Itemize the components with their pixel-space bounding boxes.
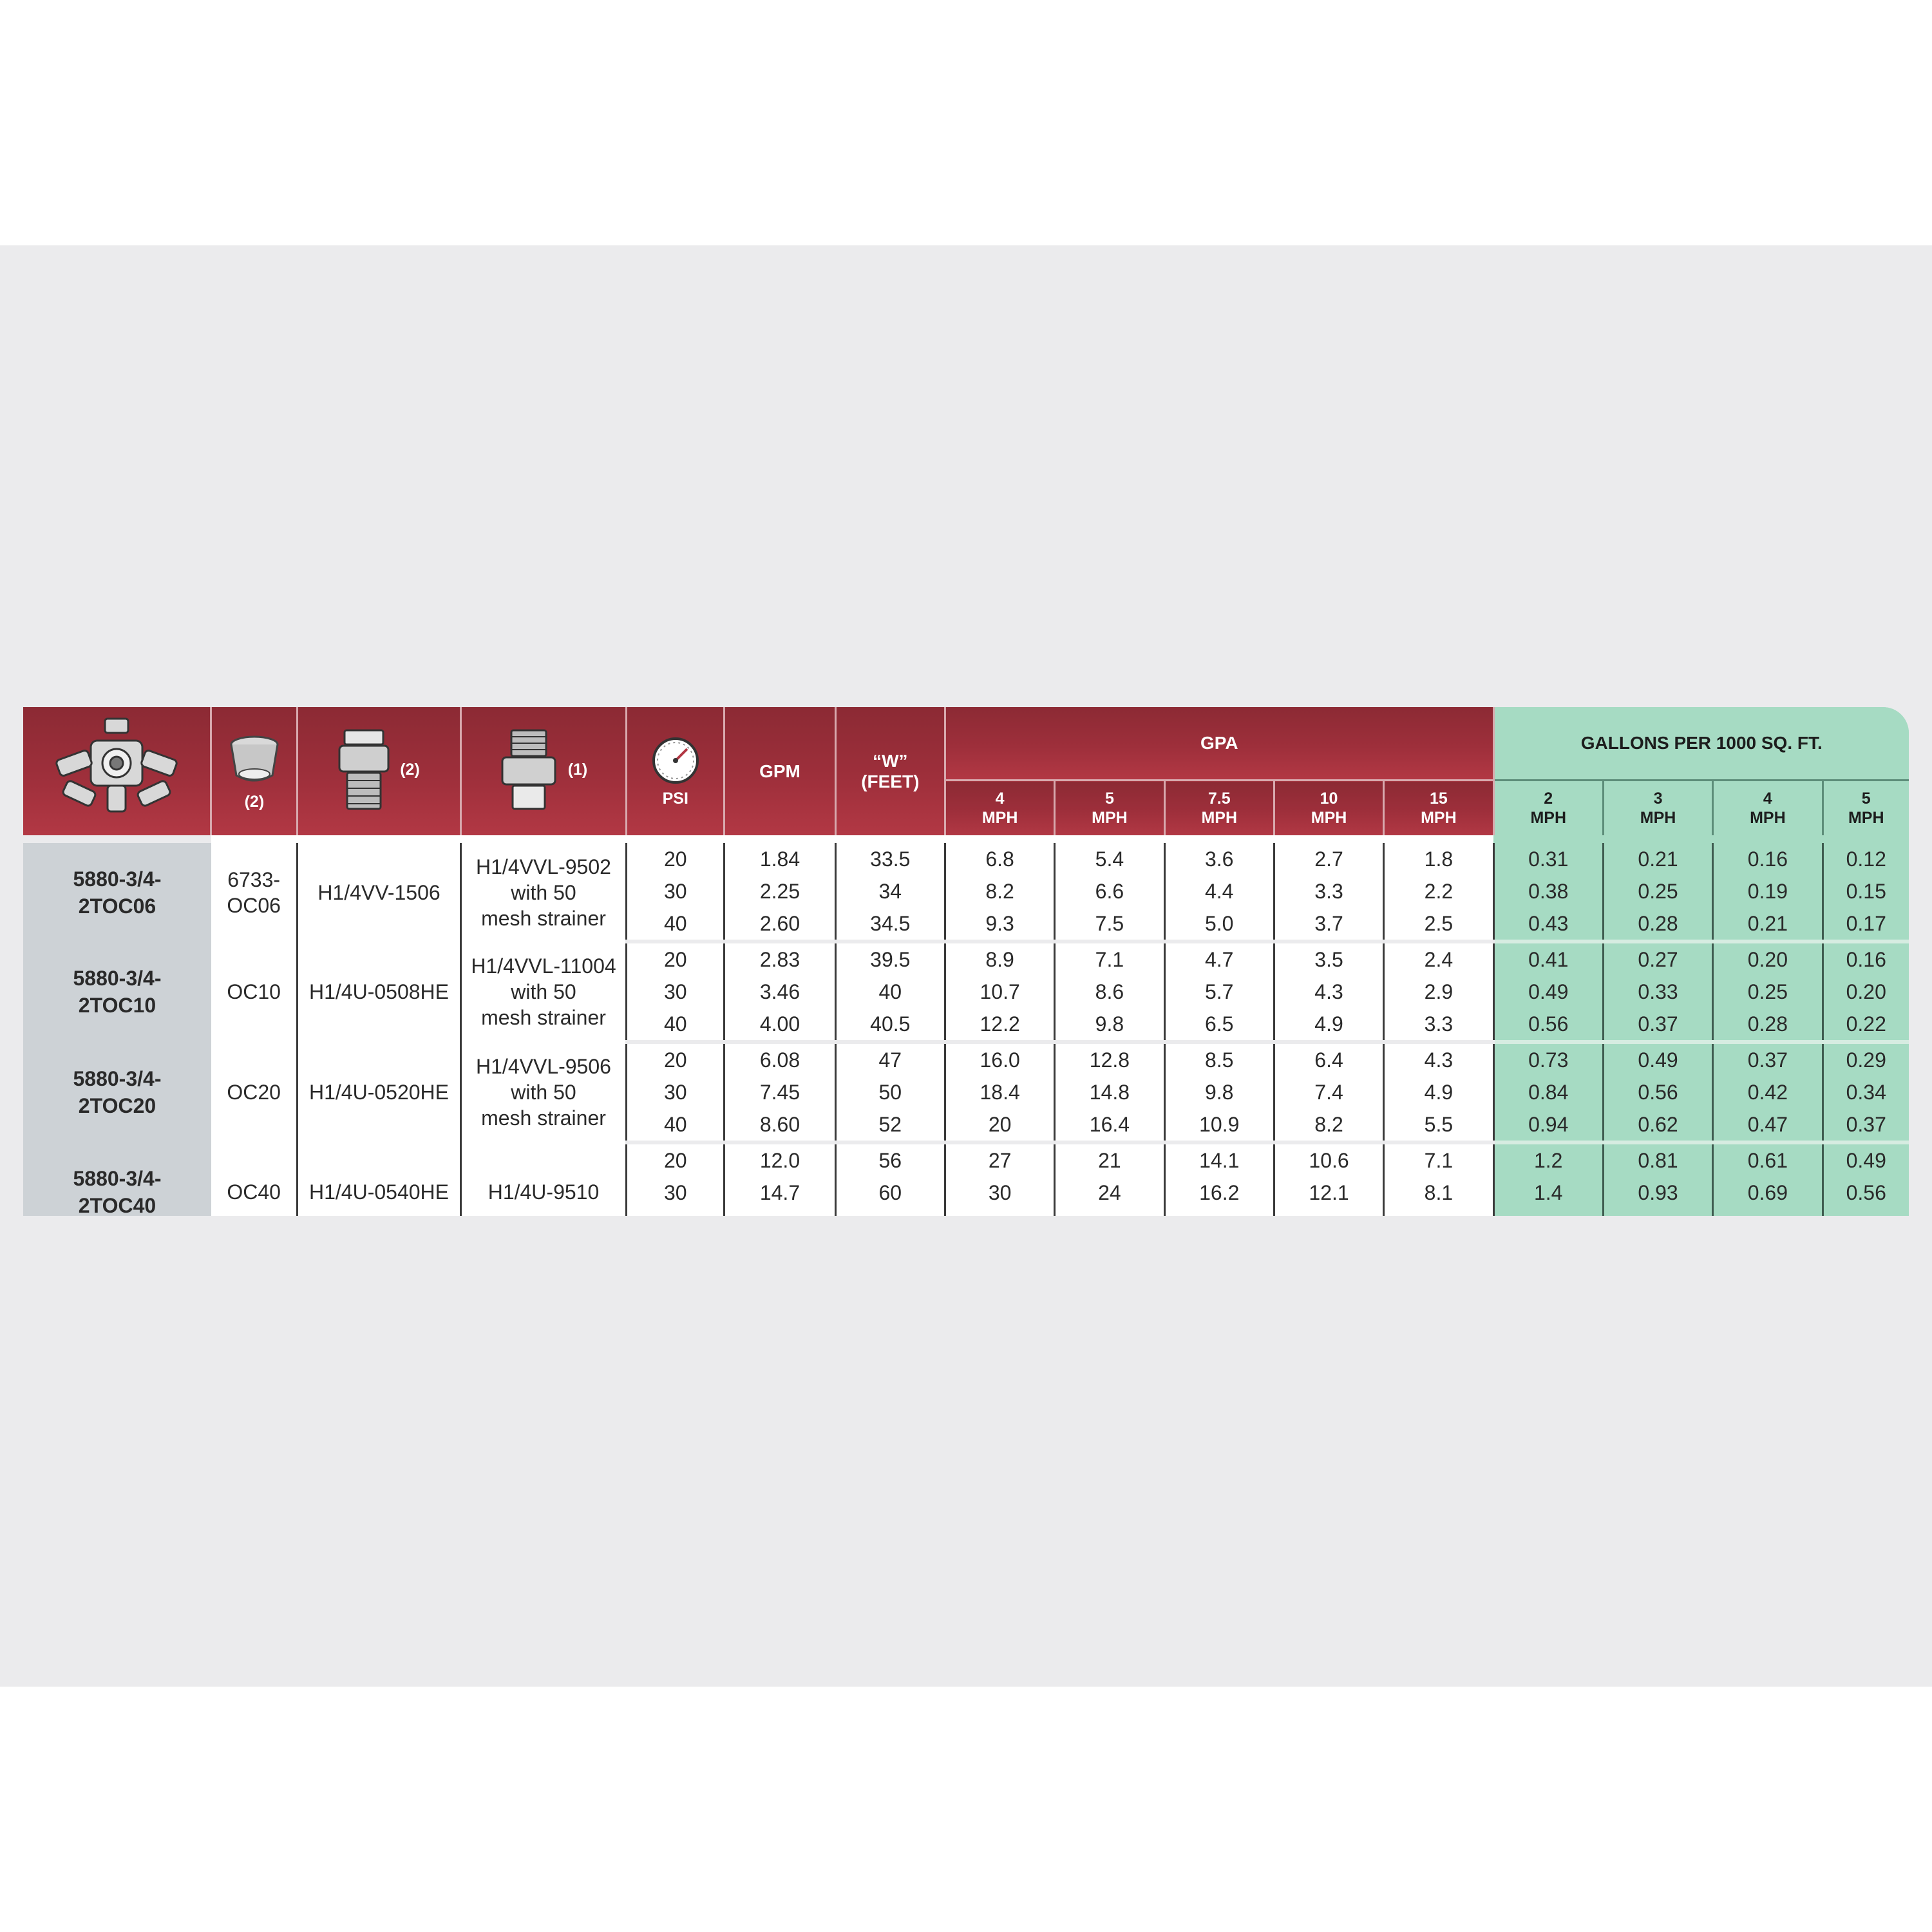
gpm-value: 1.84	[724, 843, 835, 875]
gpa-group-header: GPA	[945, 707, 1493, 781]
model-cell: 5880-3/4- 2TOC06	[23, 843, 211, 942]
gpa-value: 8.9	[945, 942, 1054, 976]
gpa-value: 5.5	[1384, 1108, 1493, 1142]
psi-value: 30	[627, 1177, 724, 1209]
gal-col-4mph: 4 MPH	[1713, 781, 1823, 836]
psi-value: 40	[627, 907, 724, 942]
width-value: 33.5	[835, 843, 945, 875]
strainer-cell: H1/4U-9510	[460, 1142, 627, 1216]
gpa-value: 5.0	[1164, 907, 1274, 942]
model-cell: 5880-3/4- 2TOC10	[23, 942, 211, 1042]
gpa-value: 27	[945, 1142, 1054, 1177]
gal-value: 0.49	[1603, 1042, 1712, 1076]
width-value: 40.5	[835, 1008, 945, 1042]
gal-value: 0.49	[1823, 1142, 1909, 1177]
model-cell: 5880-3/4- 2TOC20	[23, 1042, 211, 1142]
gpa-value: 3.3	[1384, 1008, 1493, 1042]
gpa-value: 7.4	[1274, 1076, 1383, 1108]
gpa-value: 8.6	[1055, 976, 1164, 1008]
body-cell: H1/4U-0508HE	[298, 942, 460, 1042]
gal-value: 0.56	[1823, 1177, 1909, 1209]
gpa-value: 6.6	[1055, 875, 1164, 907]
gpa-col-7-5mph: 7.5 MPH	[1164, 781, 1274, 836]
width-label-line2: (FEET)	[861, 771, 920, 791]
gal-value: 0.73	[1493, 1042, 1603, 1076]
gal-value: 0.56	[1603, 1076, 1712, 1108]
gpa-value: 5.7	[1164, 976, 1274, 1008]
gpa-value: 6.5	[1164, 1008, 1274, 1042]
gpm-value: 12.0	[724, 1142, 835, 1177]
gal-value: 0.25	[1603, 875, 1712, 907]
psi-value: 40	[627, 1108, 724, 1142]
table-row	[23, 1142, 1909, 1177]
gallons-group-header: GALLONS PER 1000 SQ. FT.	[1493, 707, 1909, 781]
psi-value: 30	[627, 875, 724, 907]
width-value: 56	[835, 1142, 945, 1177]
gal-value: 0.34	[1823, 1076, 1909, 1108]
table-row	[23, 942, 1909, 976]
tip-cell: OC20	[211, 1042, 298, 1142]
gpa-value: 12.1	[1274, 1177, 1383, 1209]
gpa-value: 8.5	[1164, 1042, 1274, 1076]
gpa-value: 2.9	[1384, 976, 1493, 1008]
gal-value: 0.33	[1603, 976, 1712, 1008]
gal-value: 0.84	[1493, 1076, 1603, 1108]
gal-value: 0.69	[1713, 1177, 1823, 1209]
strainer-header	[460, 707, 627, 835]
gpm-value: 14.7	[724, 1177, 835, 1209]
width-value: 60	[835, 1177, 945, 1209]
gal-value: 0.31	[1493, 843, 1603, 875]
psi-value: 30	[627, 1076, 724, 1108]
gal-value: 0.56	[1493, 1008, 1603, 1042]
gal-value: 1.2	[1493, 1142, 1603, 1177]
gpa-value: 20	[945, 1108, 1054, 1142]
gal-value: 0.61	[1713, 1142, 1823, 1177]
gal-value: 0.12	[1823, 843, 1909, 875]
gpa-value: 9.8	[1164, 1076, 1274, 1108]
gpa-value: 12.2	[945, 1008, 1054, 1042]
strainer-fitting-icon	[500, 728, 558, 811]
gpa-value: 7.1	[1384, 1142, 1493, 1177]
gpm-value: 7.45	[724, 1076, 835, 1108]
width-value: 34	[835, 875, 945, 907]
gal-value: 0.16	[1713, 843, 1823, 875]
gal-value: 0.22	[1823, 1008, 1909, 1042]
gpm-value: 3.46	[724, 976, 835, 1008]
gpm-value: 2.60	[724, 907, 835, 942]
gpa-value: 5.4	[1055, 843, 1164, 875]
body-qty: (2)	[400, 760, 420, 779]
gal-value: 0.43	[1493, 907, 1603, 942]
gpa-value: 4.9	[1274, 1008, 1383, 1042]
gpa-value: 8.2	[1274, 1108, 1383, 1142]
manifold-icon-header	[23, 707, 211, 835]
gpa-value: 18.4	[945, 1076, 1054, 1108]
gal-value: 0.94	[1493, 1108, 1603, 1142]
psi-value: 20	[627, 942, 724, 976]
body-cell: H1/4U-0520HE	[298, 1042, 460, 1142]
gal-value: 0.62	[1603, 1108, 1712, 1142]
gal-value: 0.28	[1603, 907, 1712, 942]
gal-value: 0.28	[1713, 1008, 1823, 1042]
gal-value: 0.20	[1823, 976, 1909, 1008]
gpa-value: 4.3	[1274, 976, 1383, 1008]
gpa-value: 4.3	[1384, 1042, 1493, 1076]
gpa-col-10mph: 10 MPH	[1274, 781, 1383, 836]
gal-value: 0.37	[1713, 1042, 1823, 1076]
gpa-value: 10.6	[1274, 1142, 1383, 1177]
boom-manifold-icon	[52, 715, 181, 824]
width-value: 39.5	[835, 942, 945, 976]
width-value: 52	[835, 1108, 945, 1142]
gal-col-5mph: 5 MPH	[1823, 781, 1909, 836]
gpa-col-5mph: 5 MPH	[1055, 781, 1164, 836]
gpa-value: 12.8	[1055, 1042, 1164, 1076]
gal-col-2mph: 2 MPH	[1493, 781, 1603, 836]
gal-value: 0.20	[1713, 942, 1823, 976]
model-cell: 5880-3/4- 2TOC40	[23, 1142, 211, 1216]
gal-value: 0.37	[1823, 1108, 1909, 1142]
gpm-value: 2.25	[724, 875, 835, 907]
gpa-value: 3.3	[1274, 875, 1383, 907]
table-row	[23, 843, 1909, 875]
nozzle-body-icon	[338, 728, 390, 811]
gpa-value: 9.3	[945, 907, 1054, 942]
gpa-value: 2.2	[1384, 875, 1493, 907]
gal-value: 1.4	[1493, 1177, 1603, 1209]
width-value: 34.5	[835, 907, 945, 942]
gal-value: 0.81	[1603, 1142, 1712, 1177]
tip-header	[211, 707, 298, 835]
nozzle-tip-icon	[225, 732, 283, 790]
gpa-value: 7.5	[1055, 907, 1164, 942]
gpm-value: 2.83	[724, 942, 835, 976]
gal-value: 0.29	[1823, 1042, 1909, 1076]
gpa-value: 16.4	[1055, 1108, 1164, 1142]
gpa-value: 4.4	[1164, 875, 1274, 907]
width-header	[835, 707, 945, 835]
psi-value: 20	[627, 1142, 724, 1177]
gal-value: 0.37	[1603, 1008, 1712, 1042]
gpa-value: 14.1	[1164, 1142, 1274, 1177]
gpa-col-4mph: 4 MPH	[945, 781, 1054, 836]
gal-value: 0.16	[1823, 942, 1909, 976]
gpa-value: 3.7	[1274, 907, 1383, 942]
strainer-cell: H1/4VVL-9502 with 50 mesh strainer	[460, 843, 627, 942]
gpm-value: 8.60	[724, 1108, 835, 1142]
gal-value: 0.42	[1713, 1076, 1823, 1108]
gpa-value: 10.7	[945, 976, 1054, 1008]
psi-value: 30	[627, 976, 724, 1008]
gpa-value: 16.2	[1164, 1177, 1274, 1209]
spray-nozzle-table	[23, 707, 1909, 1216]
psi-value: 20	[627, 843, 724, 875]
gpa-value: 9.8	[1055, 1008, 1164, 1042]
gal-value: 0.38	[1493, 875, 1603, 907]
gal-value: 0.49	[1493, 976, 1603, 1008]
tip-qty: (2)	[244, 792, 265, 811]
gal-value: 0.47	[1713, 1108, 1823, 1142]
tip-cell: 6733- OC06	[211, 843, 298, 942]
tip-cell: OC40	[211, 1142, 298, 1216]
gal-value: 0.27	[1603, 942, 1712, 976]
gal-value: 0.25	[1713, 976, 1823, 1008]
gpa-value: 3.5	[1274, 942, 1383, 976]
gpa-value: 8.1	[1384, 1177, 1493, 1209]
gpa-value: 3.6	[1164, 843, 1274, 875]
gpm-value: 4.00	[724, 1008, 835, 1042]
width-value: 40	[835, 976, 945, 1008]
gpa-value: 7.1	[1055, 942, 1164, 976]
strainer-cell: H1/4VVL-9506 with 50 mesh strainer	[460, 1042, 627, 1142]
gpa-value: 14.8	[1055, 1076, 1164, 1108]
gal-value: 0.19	[1713, 875, 1823, 907]
strainer-cell: H1/4VVL-11004 with 50 mesh strainer	[460, 942, 627, 1042]
gpa-value: 2.7	[1274, 843, 1383, 875]
psi-value: 40	[627, 1008, 724, 1042]
gpa-value: 30	[945, 1177, 1054, 1209]
gpa-value: 21	[1055, 1142, 1164, 1177]
width-label-line1: “W”	[873, 750, 908, 771]
gpa-value: 4.7	[1164, 942, 1274, 976]
psi-value: 20	[627, 1042, 724, 1076]
psi-header	[627, 707, 724, 835]
gpa-value: 6.4	[1274, 1042, 1383, 1076]
body-cell: H1/4VV-1506	[298, 843, 460, 942]
gal-value: 0.21	[1713, 907, 1823, 942]
pressure-gauge-icon	[650, 735, 701, 786]
gal-col-3mph: 3 MPH	[1603, 781, 1712, 836]
gpa-value: 6.8	[945, 843, 1054, 875]
tip-cell: OC10	[211, 942, 298, 1042]
body-cell: H1/4U-0540HE	[298, 1142, 460, 1216]
gpa-value: 2.5	[1384, 907, 1493, 942]
body-header	[298, 707, 460, 835]
gal-value: 0.21	[1603, 843, 1712, 875]
gal-value: 0.17	[1823, 907, 1909, 942]
width-value: 47	[835, 1042, 945, 1076]
psi-label: PSI	[662, 789, 688, 808]
gal-value: 0.41	[1493, 942, 1603, 976]
gpa-value: 2.4	[1384, 942, 1493, 976]
table-row	[23, 1042, 1909, 1076]
gpa-value: 4.9	[1384, 1076, 1493, 1108]
gpm-value: 6.08	[724, 1042, 835, 1076]
gpa-value: 8.2	[945, 875, 1054, 907]
strainer-qty: (1)	[567, 760, 588, 779]
gpa-value: 10.9	[1164, 1108, 1274, 1142]
gpa-value: 1.8	[1384, 843, 1493, 875]
gpa-value: 16.0	[945, 1042, 1054, 1076]
gal-value: 0.15	[1823, 875, 1909, 907]
gal-value: 0.93	[1603, 1177, 1712, 1209]
gpa-value: 24	[1055, 1177, 1164, 1209]
data-table	[23, 707, 1909, 1216]
gpm-header: GPM	[724, 707, 835, 835]
gpa-col-15mph: 15 MPH	[1384, 781, 1493, 836]
width-value: 50	[835, 1076, 945, 1108]
